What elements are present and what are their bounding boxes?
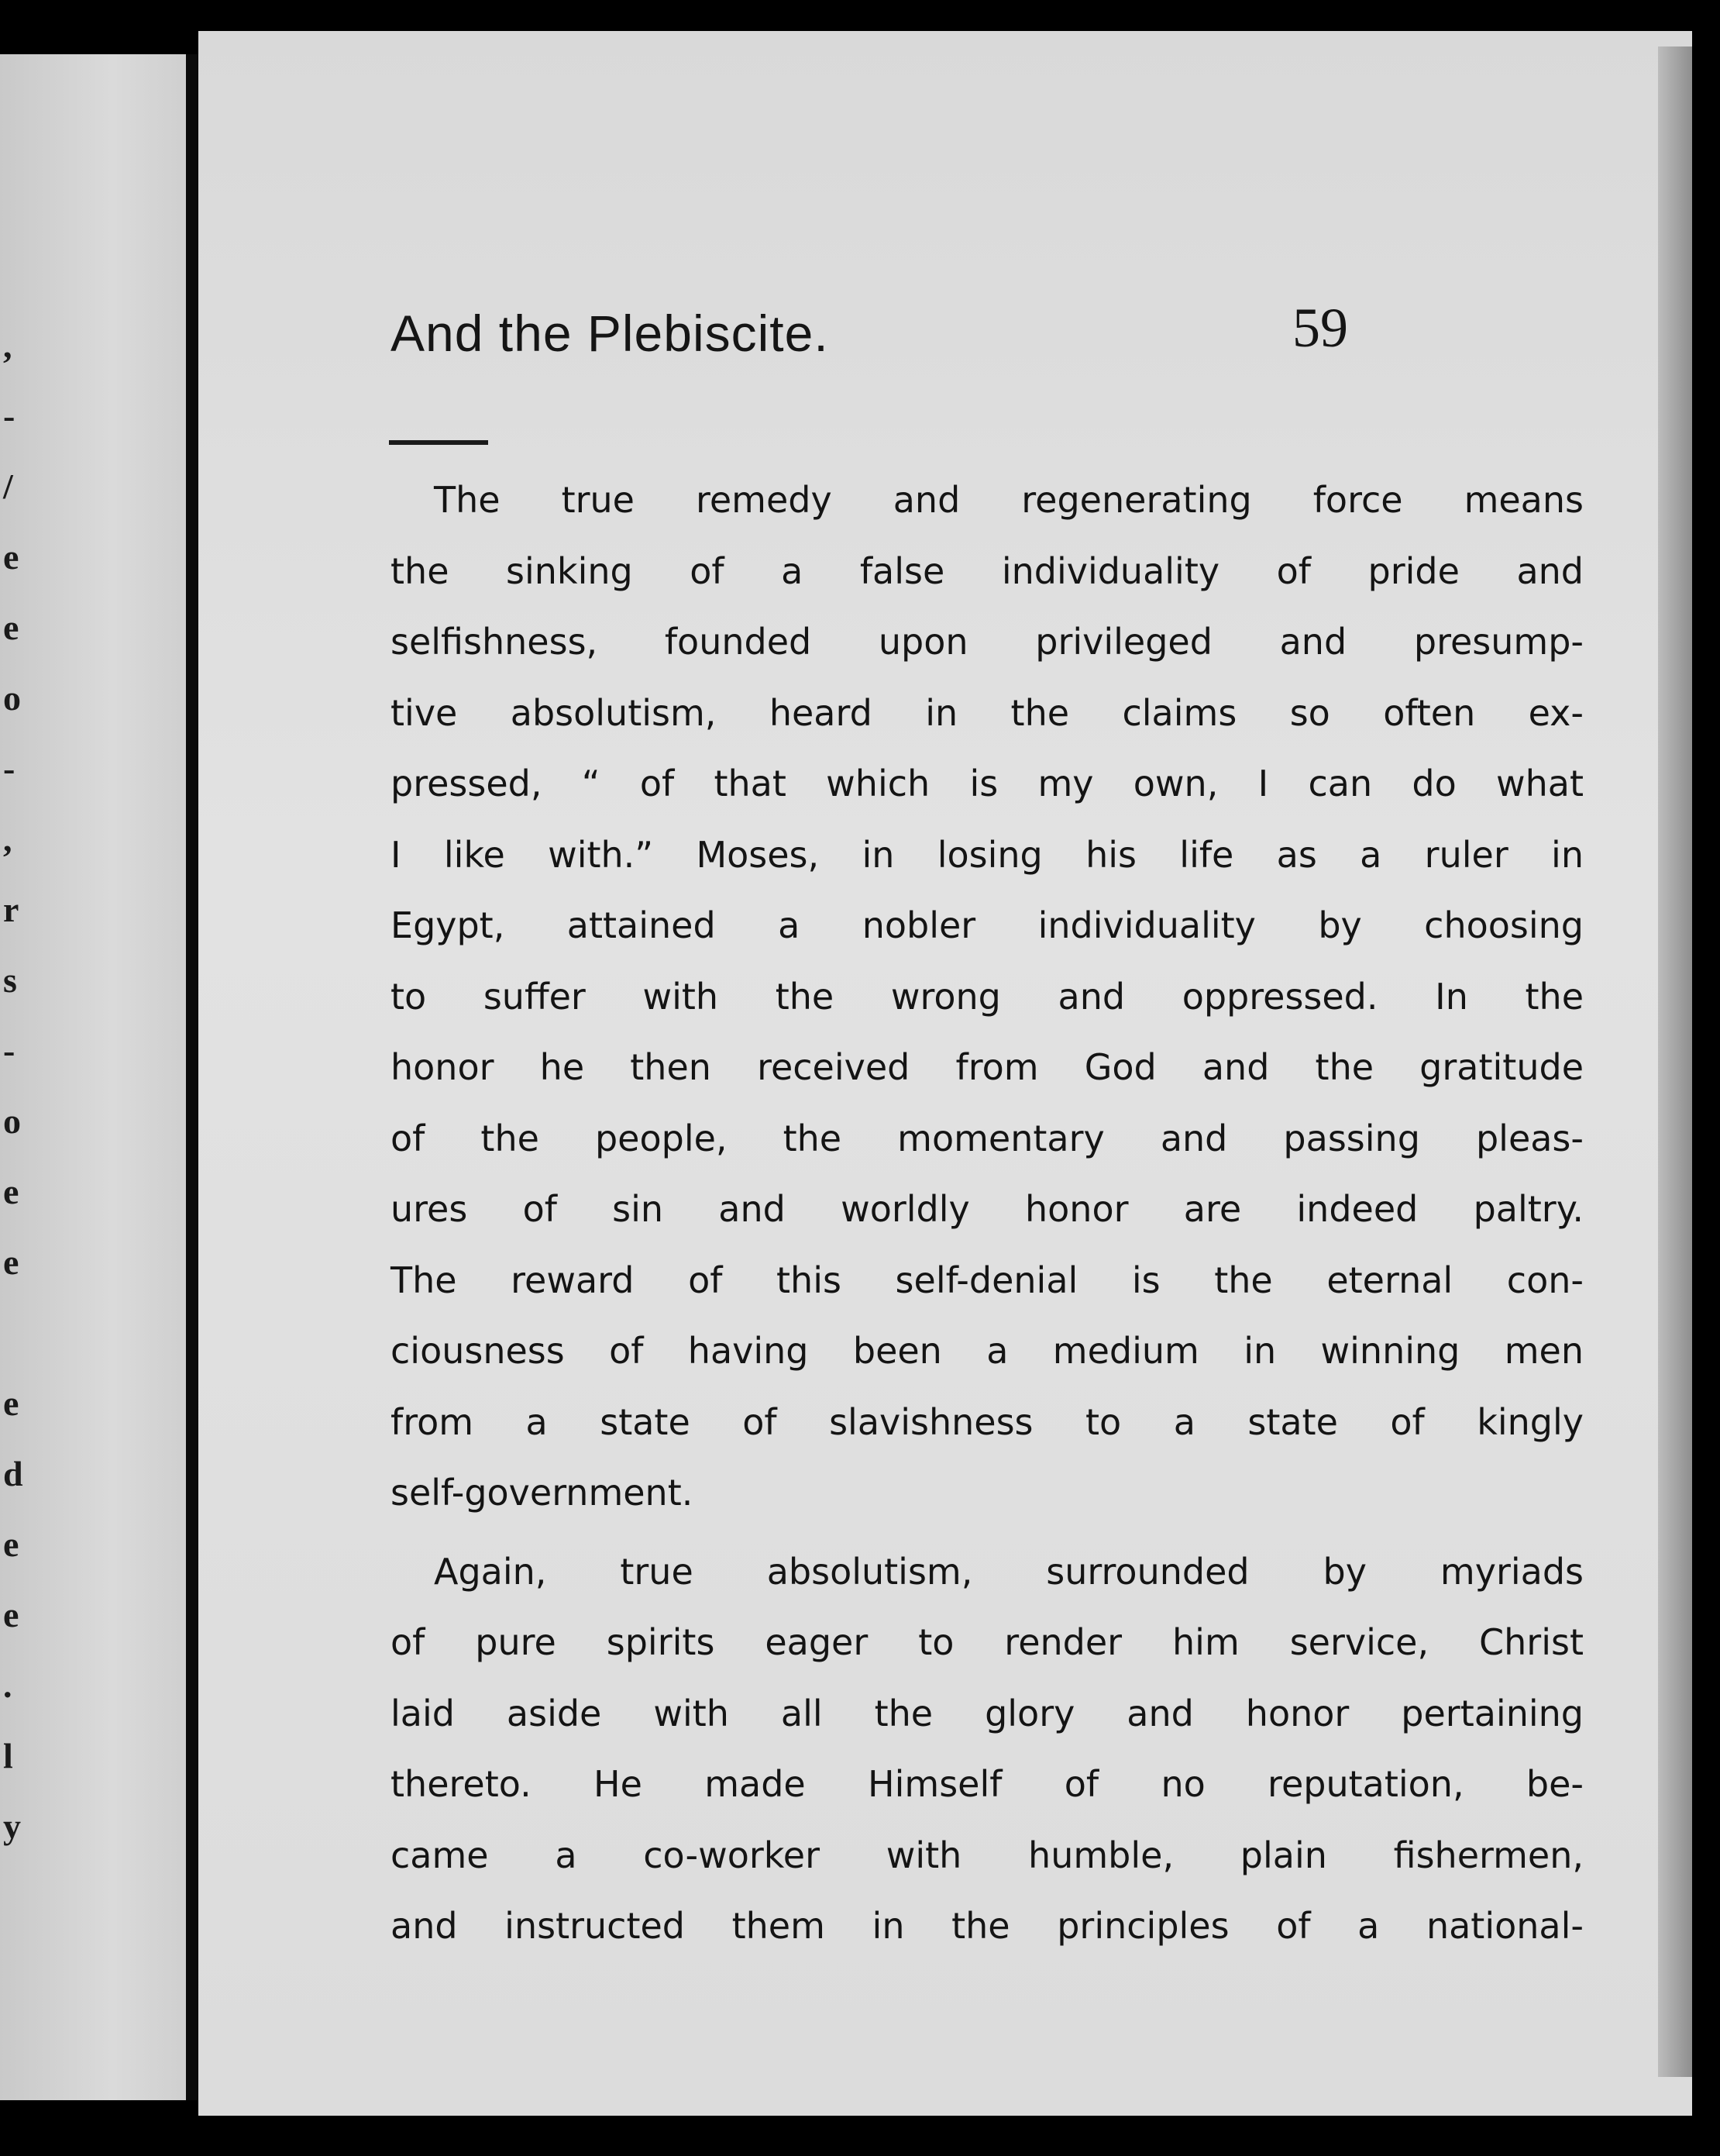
line-ending: , bbox=[3, 819, 12, 859]
page-edge-shadow bbox=[1658, 46, 1692, 2077]
text-line: ciousness of having been a medium in winning men bbox=[390, 1330, 1584, 1372]
text-line: came a co-worker with humble, plain fishermen, bbox=[390, 1834, 1584, 1876]
line-ending: e bbox=[3, 1595, 19, 1634]
line-ending: - bbox=[3, 1031, 15, 1070]
text-line: of the people, the momentary and passing pleas- bbox=[390, 1117, 1584, 1159]
book-page bbox=[198, 31, 1692, 2116]
text-line: from a state of slavishness to a state of kingly bbox=[390, 1400, 1584, 1443]
book-gutter bbox=[186, 54, 198, 2100]
line-ending: o bbox=[3, 1101, 21, 1141]
line-ending bbox=[3, 1297, 26, 1368]
line-ending: , bbox=[3, 325, 12, 365]
line-ending: s bbox=[3, 960, 17, 1000]
text-line: pressed, “ of that which is my own, I can do what bbox=[390, 763, 1584, 804]
text-line: the sinking of a false individuality of pride and bbox=[390, 549, 1584, 592]
text-line: honor he then received from God and the gratitude bbox=[390, 1046, 1584, 1088]
line-ending: d bbox=[3, 1454, 23, 1493]
text-line: of pure spirits eager to render him service, Christ bbox=[390, 1621, 1584, 1663]
text-line: self-government. bbox=[390, 1472, 693, 1514]
text-line: The true remedy and regenerating force means bbox=[434, 479, 1584, 521]
page-number: 59 bbox=[1292, 297, 1348, 359]
running-title: And the Plebiscite. bbox=[390, 305, 829, 362]
line-ending: - bbox=[3, 396, 15, 436]
text-line: I like with.” Moses, in losing his life as a ruler in bbox=[390, 833, 1584, 876]
line-ending: e bbox=[3, 1383, 19, 1423]
text-line: and instructed them in the principles of a national- bbox=[390, 1905, 1584, 1947]
header-rule bbox=[389, 440, 488, 445]
line-ending: e bbox=[3, 1172, 19, 1211]
text-line: tive absolutism, heard in the claims so often ex- bbox=[390, 691, 1584, 734]
line-ending: o bbox=[3, 678, 21, 718]
paragraph-gap bbox=[390, 1529, 1584, 1537]
facing-page-fragment bbox=[0, 54, 187, 2100]
paragraph-1 bbox=[390, 465, 1584, 1529]
text-line: laid aside with all the glory and honor pertaining bbox=[390, 1692, 1584, 1734]
text-line: Again, true absolutism, surrounded by myriads bbox=[434, 1550, 1584, 1593]
text-line: Egypt, attained a nobler individuality by choosing bbox=[390, 904, 1584, 946]
text-line: ures of sin and worldly honor are indeed paltry. bbox=[390, 1188, 1584, 1230]
text-line: thereto. He made Himself of no reputation, be- bbox=[390, 1763, 1584, 1805]
line-ending: e bbox=[3, 537, 19, 577]
line-ending: - bbox=[3, 749, 15, 788]
line-ending: r bbox=[3, 890, 19, 929]
paragraph-2 bbox=[390, 1537, 1584, 1962]
text-line: to suffer with the wrong and oppressed. In the bbox=[390, 975, 1584, 1018]
line-ending: . bbox=[3, 1665, 12, 1705]
line-ending: e bbox=[3, 1242, 19, 1282]
body-text bbox=[390, 465, 1584, 1962]
text-line: The reward of this self-denial is the eternal con- bbox=[390, 1259, 1584, 1301]
line-ending: / bbox=[3, 467, 13, 506]
line-ending: e bbox=[3, 608, 19, 647]
facing-page-line-endings bbox=[3, 310, 26, 1862]
line-ending: e bbox=[3, 1524, 19, 1564]
line-ending: y bbox=[3, 1806, 21, 1846]
line-ending: l bbox=[3, 1736, 13, 1775]
text-line: selfishness, founded upon privileged and presump- bbox=[390, 621, 1584, 663]
